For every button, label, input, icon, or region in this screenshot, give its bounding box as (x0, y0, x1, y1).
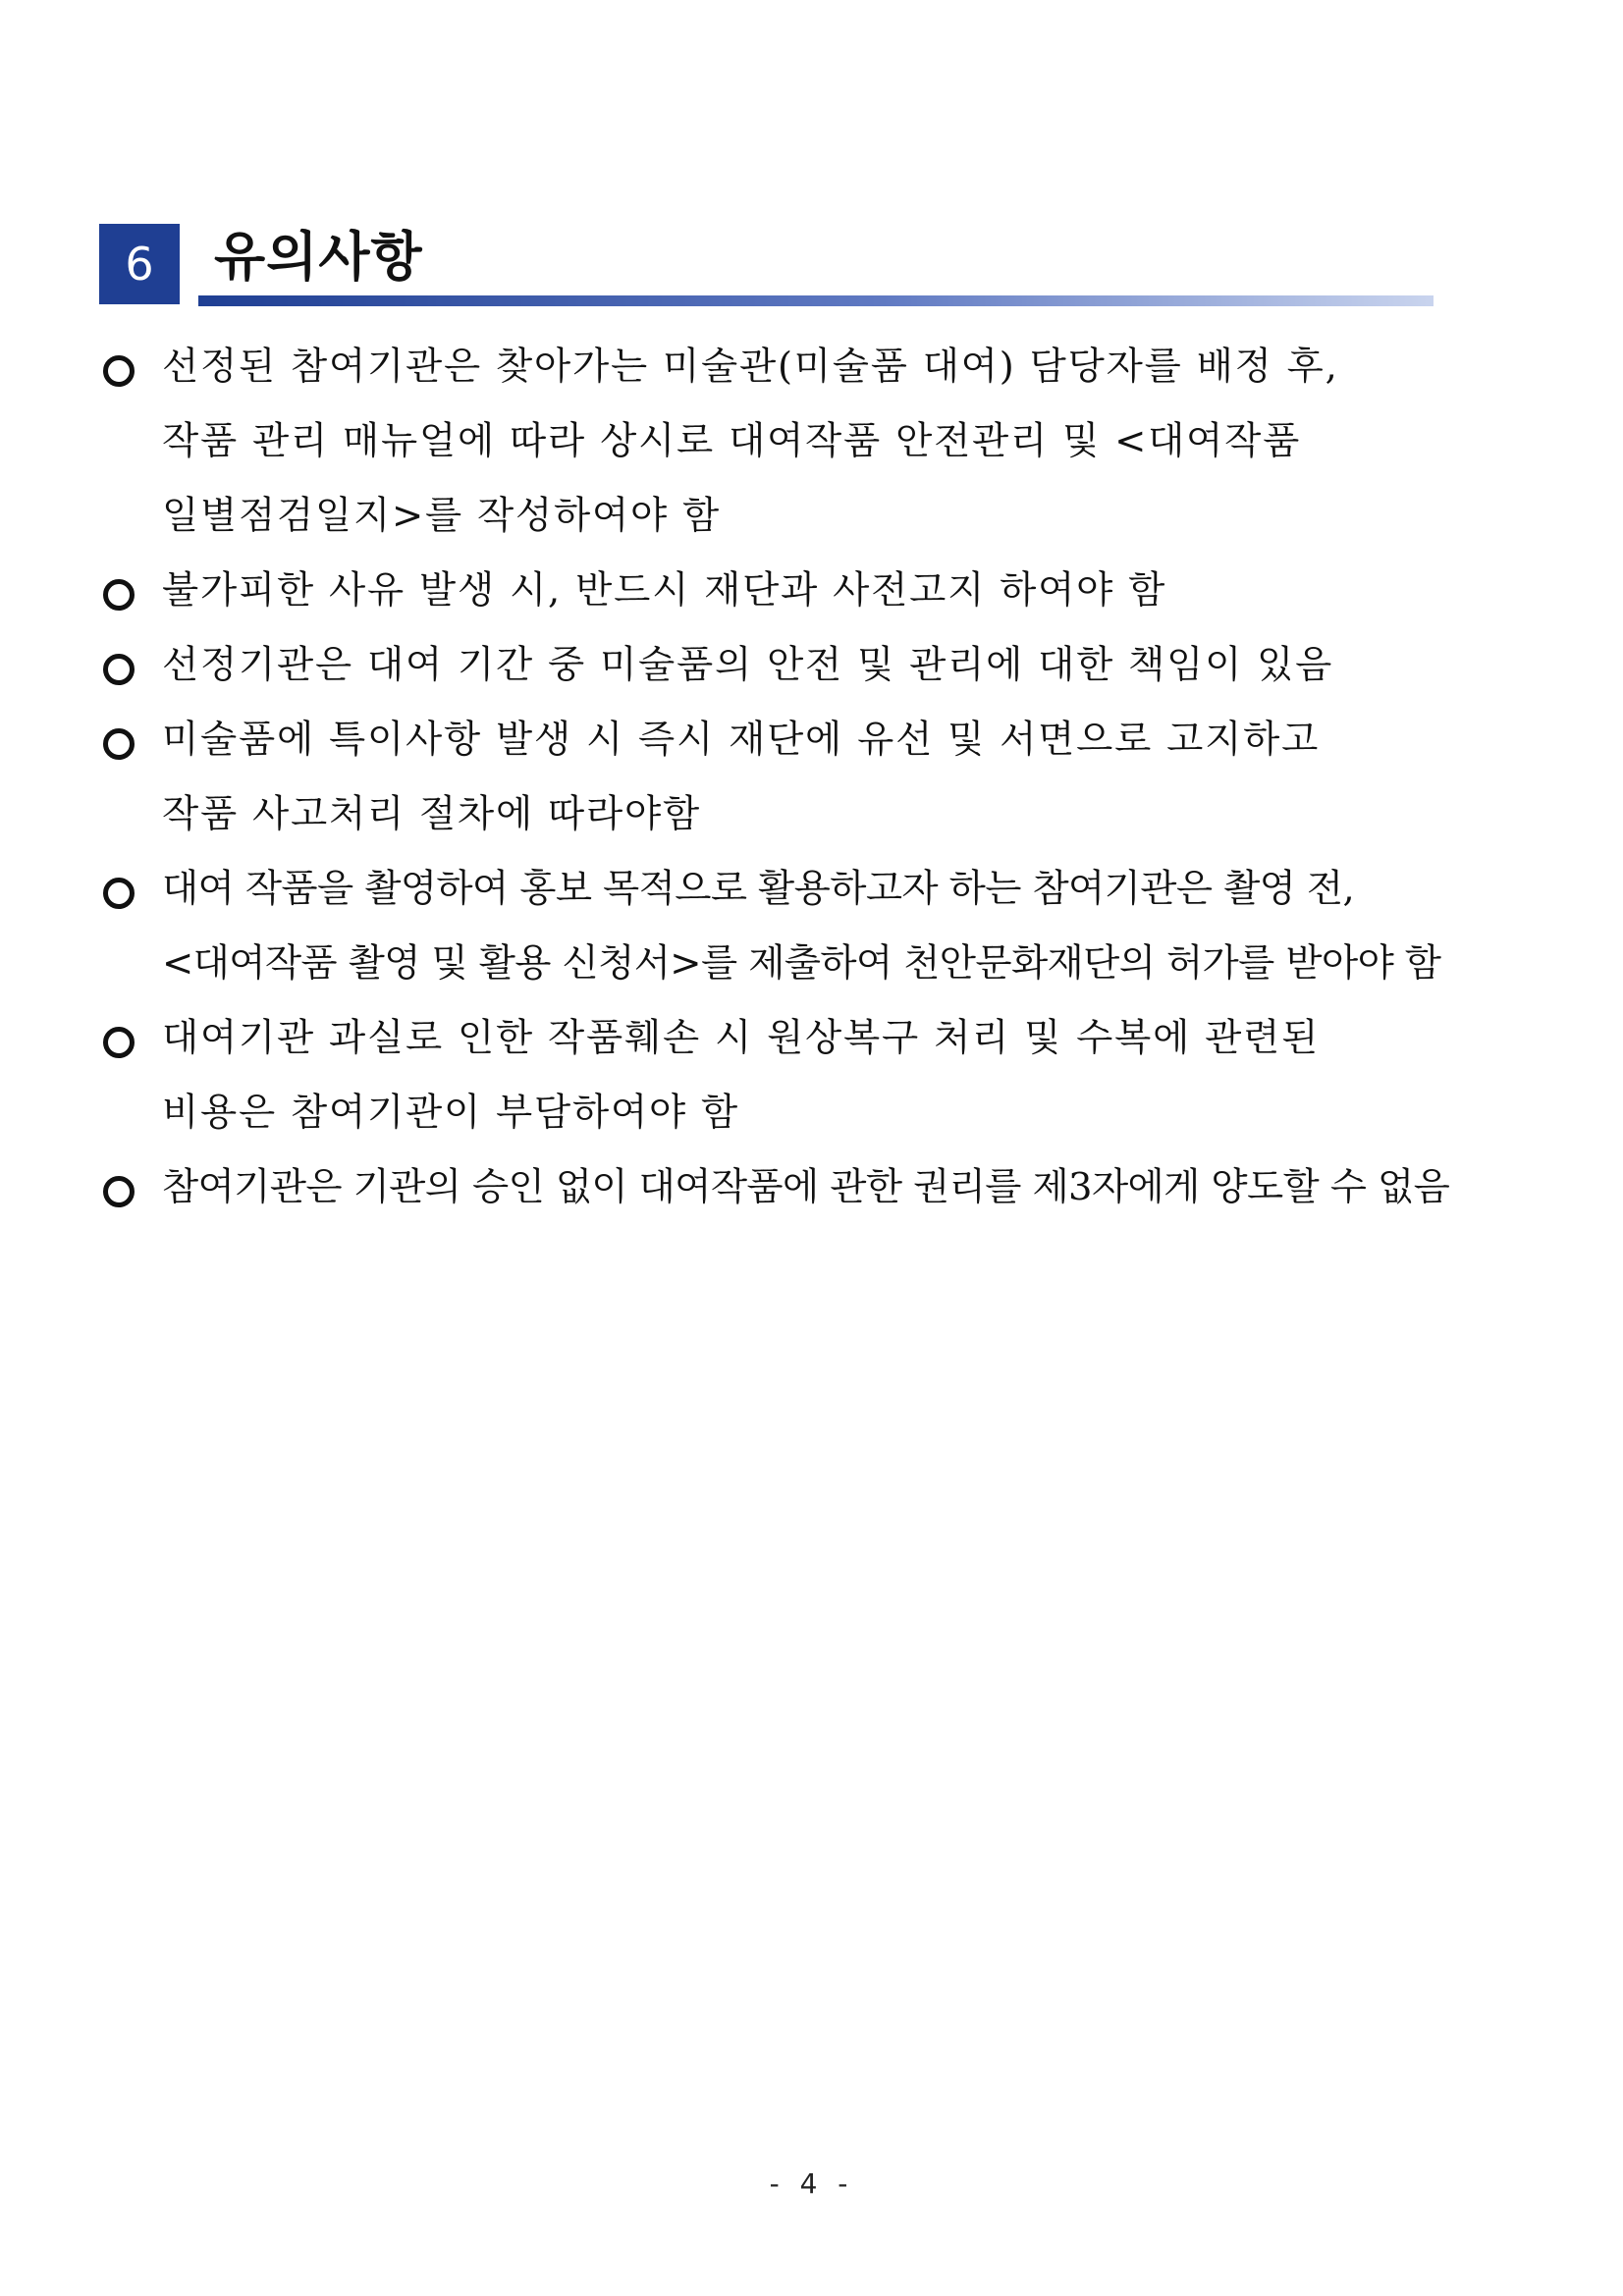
note-text: 선정된 참여기관은 찾아가는 미술관(미술품 대여) 담당자를 배정 후, 작품 관리 매뉴얼에 따라 상시로 대여작품 안전관리 및 <대여작품 일별점검일지>를 작성하여야 함 (162, 345, 1339, 538)
note-text: 불가피한 사유 발생 시, 반드시 재단과 사전고지 하여야 함 (162, 568, 1167, 613)
hollow-circle-bullet-icon (103, 654, 135, 685)
note-item (99, 852, 1478, 1001)
note-item (99, 703, 1478, 852)
page-number: - 4 - (769, 2167, 854, 2200)
hollow-circle-bullet-icon (103, 728, 135, 760)
hollow-circle-bullet-icon (103, 1176, 135, 1207)
hollow-circle-bullet-icon (103, 878, 135, 909)
hollow-circle-bullet-icon (103, 355, 135, 387)
section-number-badge: 6 (99, 224, 180, 304)
hollow-circle-bullet-icon (103, 579, 135, 611)
note-item (99, 628, 1478, 703)
note-item (99, 1150, 1478, 1225)
note-item (99, 1001, 1478, 1150)
hollow-circle-bullet-icon (103, 1027, 135, 1058)
note-text: 참여기관은 기관의 승인 없이 대여작품에 관한 권리를 제3자에게 양도할 수 없음 (162, 1165, 1450, 1209)
note-item (99, 554, 1478, 628)
note-text: 선정기관은 대여 기간 중 미술품의 안전 및 관리에 대한 책임이 있음 (162, 643, 1334, 687)
note-text: 대여기관 과실로 인한 작품훼손 시 원상복구 처리 및 수복에 관련된 비용은 참여기관이 부담하여야 함 (162, 1016, 1321, 1135)
note-item (99, 330, 1478, 554)
notes-list (99, 330, 1493, 1225)
note-text: 미술품에 특이사항 발생 시 즉시 재단에 유선 및 서면으로 고지하고 작품 사고처리 절차에 따라야함 (162, 718, 1321, 836)
section-divider (198, 295, 1434, 306)
note-text: 대여 작품을 촬영하여 홍보 목적으로 활용하고자 하는 참여기관은 촬영 전, <대여작품 촬영 및 활용 신청서>를 제출하여 천안문화재단의 허가를 받아야 함 (162, 867, 1441, 986)
section-title: 유의사항 (214, 226, 423, 288)
